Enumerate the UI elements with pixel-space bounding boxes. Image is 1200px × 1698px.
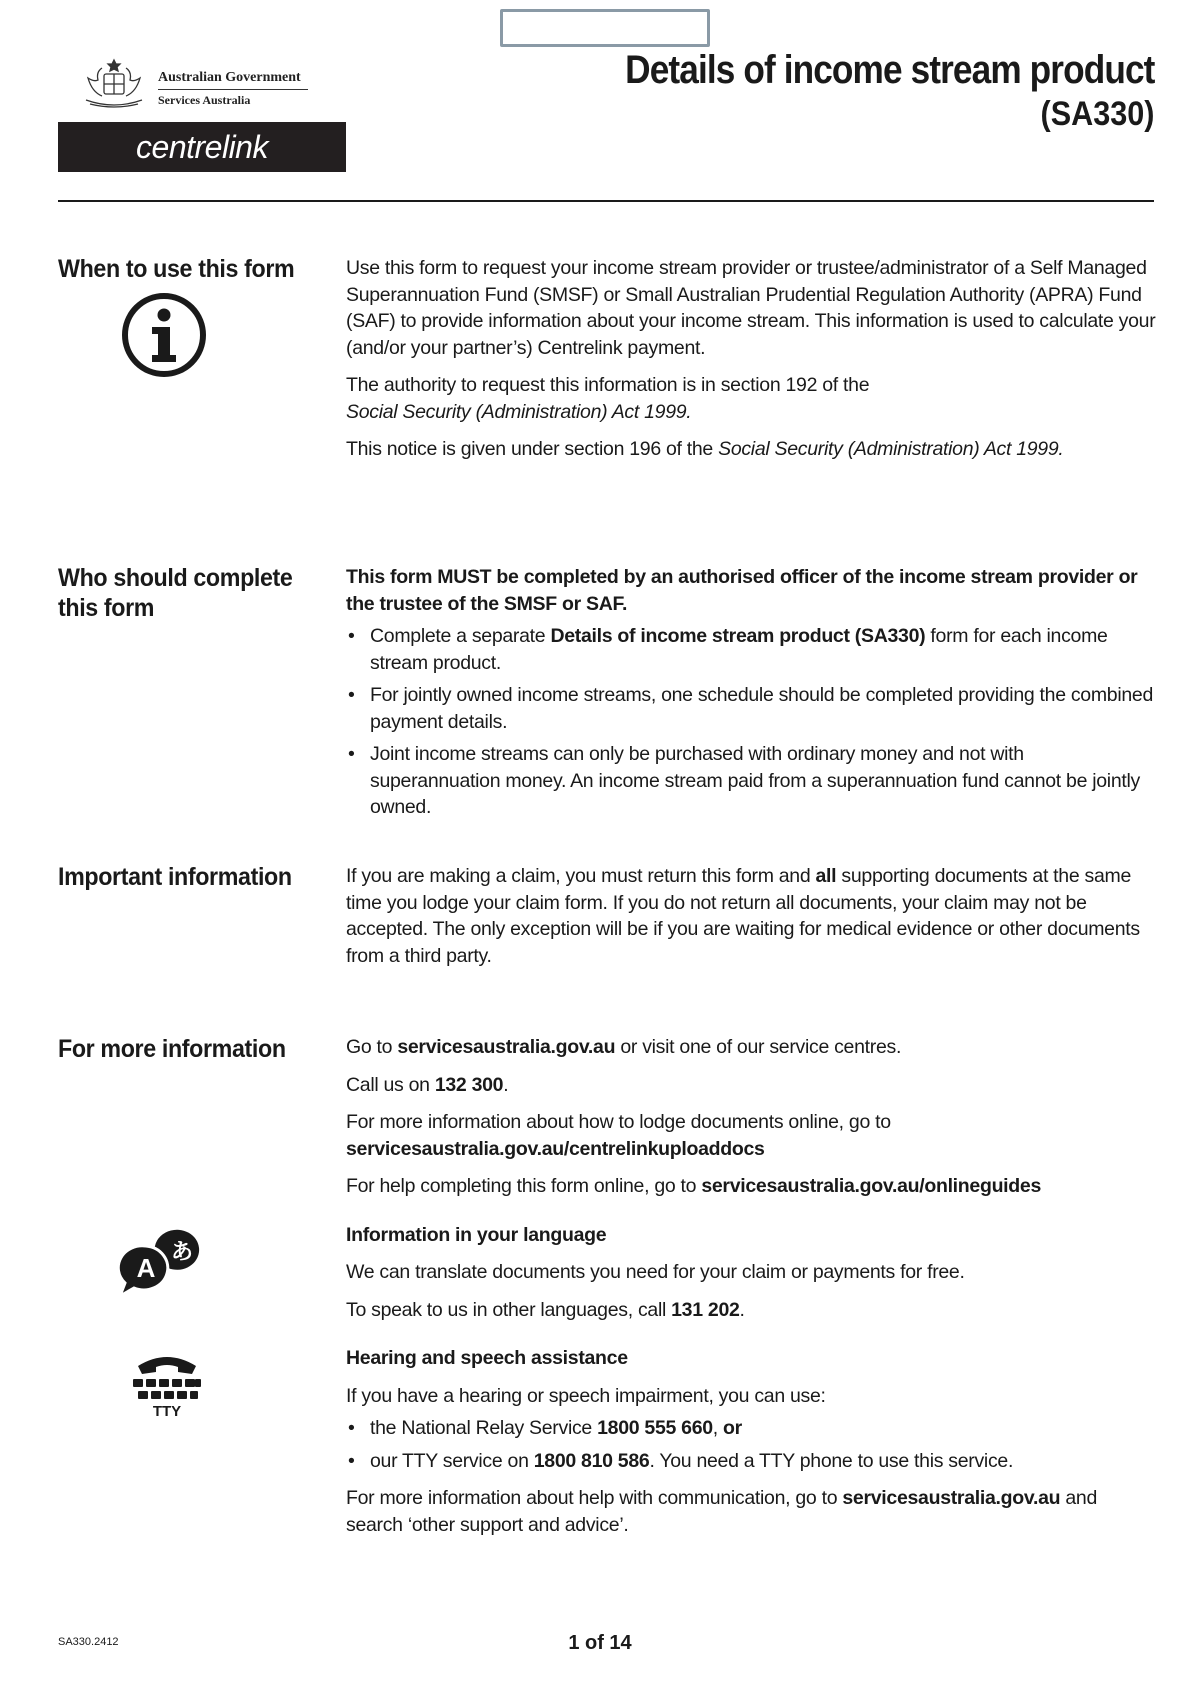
online-guides-link[interactable]: servicesaustralia.gov.au/onlineguides xyxy=(701,1175,1042,1197)
agency-name: Australian Government xyxy=(158,70,301,85)
centrelink-brand: centrelink xyxy=(58,122,346,172)
paragraph: Use this form to request your income stream provider or trustee/administrator of a Self Managed Superannuation Fund (SMSF) or Small Australian Prudential Regulation Authority (APRA) Fund (SAF) to provide information about your income stream. This information is used to calculate your (and/or your partner’s) Centrelink payment. xyxy=(346,257,1156,359)
section-title-more: For more information xyxy=(58,1035,286,1063)
list-item: • the National Relay Service 1800 555 660, or xyxy=(346,1415,1156,1442)
phone-number: 132 300 xyxy=(434,1073,504,1096)
department-name: Services Australia xyxy=(158,93,251,107)
section-title-important: Important information xyxy=(58,863,292,891)
upload-docs-link[interactable]: servicesaustralia.gov.au/centrelinkuploaddocs xyxy=(346,1137,765,1160)
form-code: (SA330) xyxy=(1040,95,1154,133)
paragraph: If you are making a claim, you must return this form and all supporting documents at the same time you lodge your claim form. If you do not return all documents, your claim may not be accepted. The only exception will be if you are waiting for medical evidence or other documents from a third party. xyxy=(346,865,1140,967)
act-name: Social Security (Administration) Act 1999. xyxy=(718,438,1064,460)
paragraph: Go to servicesaustralia.gov.au or visit one of our service centres. xyxy=(346,1036,902,1058)
language-glyph-b: あ xyxy=(170,1240,194,1265)
subheading-hearing: Hearing and speech assistance xyxy=(346,1347,628,1369)
list-item: • Complete a separate Details of income stream product (SA330) form for each income stream product. xyxy=(346,623,1156,676)
phone-number: 131 202 xyxy=(671,1298,740,1321)
section-body-important xyxy=(346,863,1156,980)
paragraph: Call us on 132 300. xyxy=(346,1073,509,1096)
section-title-when: When to use this form xyxy=(58,255,295,283)
paragraph: This form MUST be completed by an authorised officer of the income stream provider or the trustee of the SMSF or SAF. xyxy=(346,566,1138,615)
list-item: • Joint income streams can only be purchased with ordinary money and not with superannuation money. An income stream paid from a superannuation fund cannot be jointly owned. xyxy=(346,741,1156,821)
paragraph: For more information about help with communication, go to servicesaustralia.gov.au and search ‘other support and advice’. xyxy=(346,1487,1098,1536)
section-body-when xyxy=(346,255,1156,474)
subheading-language: Information in your language xyxy=(346,1223,607,1246)
paragraph: For more information about how to lodge documents online, go to servicesaustralia.gov.au/centrelinkuploaddocs xyxy=(346,1111,891,1160)
office-use-box xyxy=(500,9,710,47)
list-item: • For jointly owned income streams, one schedule should be completed providing the combined payment details. xyxy=(346,682,1156,735)
page-title: Details of income stream product xyxy=(624,48,1154,92)
list-item: • our TTY service on 1800 810 586. You need a TTY phone to use this service. xyxy=(346,1448,1156,1475)
section-title-who: Who should complete this form xyxy=(58,564,293,622)
website-link[interactable]: servicesaustralia.gov.au xyxy=(842,1487,1061,1509)
paragraph: This notice is given under section 196 of the Social Security (Administration) Act 1999. xyxy=(346,438,1064,460)
tty-label: TTY xyxy=(152,1403,182,1420)
header-divider xyxy=(58,200,1154,202)
section-body-more xyxy=(346,1034,1156,1549)
paragraph: The authority to request this information is in section 192 of the Social Security (Administration) Act 1999. xyxy=(346,374,870,423)
website-link[interactable]: servicesaustralia.gov.au xyxy=(397,1036,616,1058)
section-body-who xyxy=(346,564,1156,827)
info-icon xyxy=(120,291,208,384)
bullet-list xyxy=(346,623,1156,821)
language-icon xyxy=(116,1226,216,1305)
act-name: Social Security (Administration) Act 1999. xyxy=(346,400,692,423)
tty-icon xyxy=(130,1348,204,1425)
paragraph: To speak to us in other languages, call 131 202. xyxy=(346,1298,745,1321)
paragraph: For help completing this form online, go to servicesaustralia.gov.au/onlineguides xyxy=(346,1175,1042,1197)
paragraph: We can translate documents you need for your claim or payments for free. xyxy=(346,1261,965,1283)
government-logo xyxy=(74,56,314,118)
language-glyph-a: A xyxy=(136,1253,156,1283)
coat-of-arms-icon xyxy=(74,56,154,112)
page-number: 1 of 14 xyxy=(568,1632,632,1654)
bullet-list xyxy=(346,1415,1156,1474)
form-version-code: SA330.2412 xyxy=(58,1636,119,1648)
logo-rule xyxy=(158,89,308,90)
document-title xyxy=(553,48,1154,134)
paragraph: If you have a hearing or speech impairment, you can use: xyxy=(346,1384,826,1407)
